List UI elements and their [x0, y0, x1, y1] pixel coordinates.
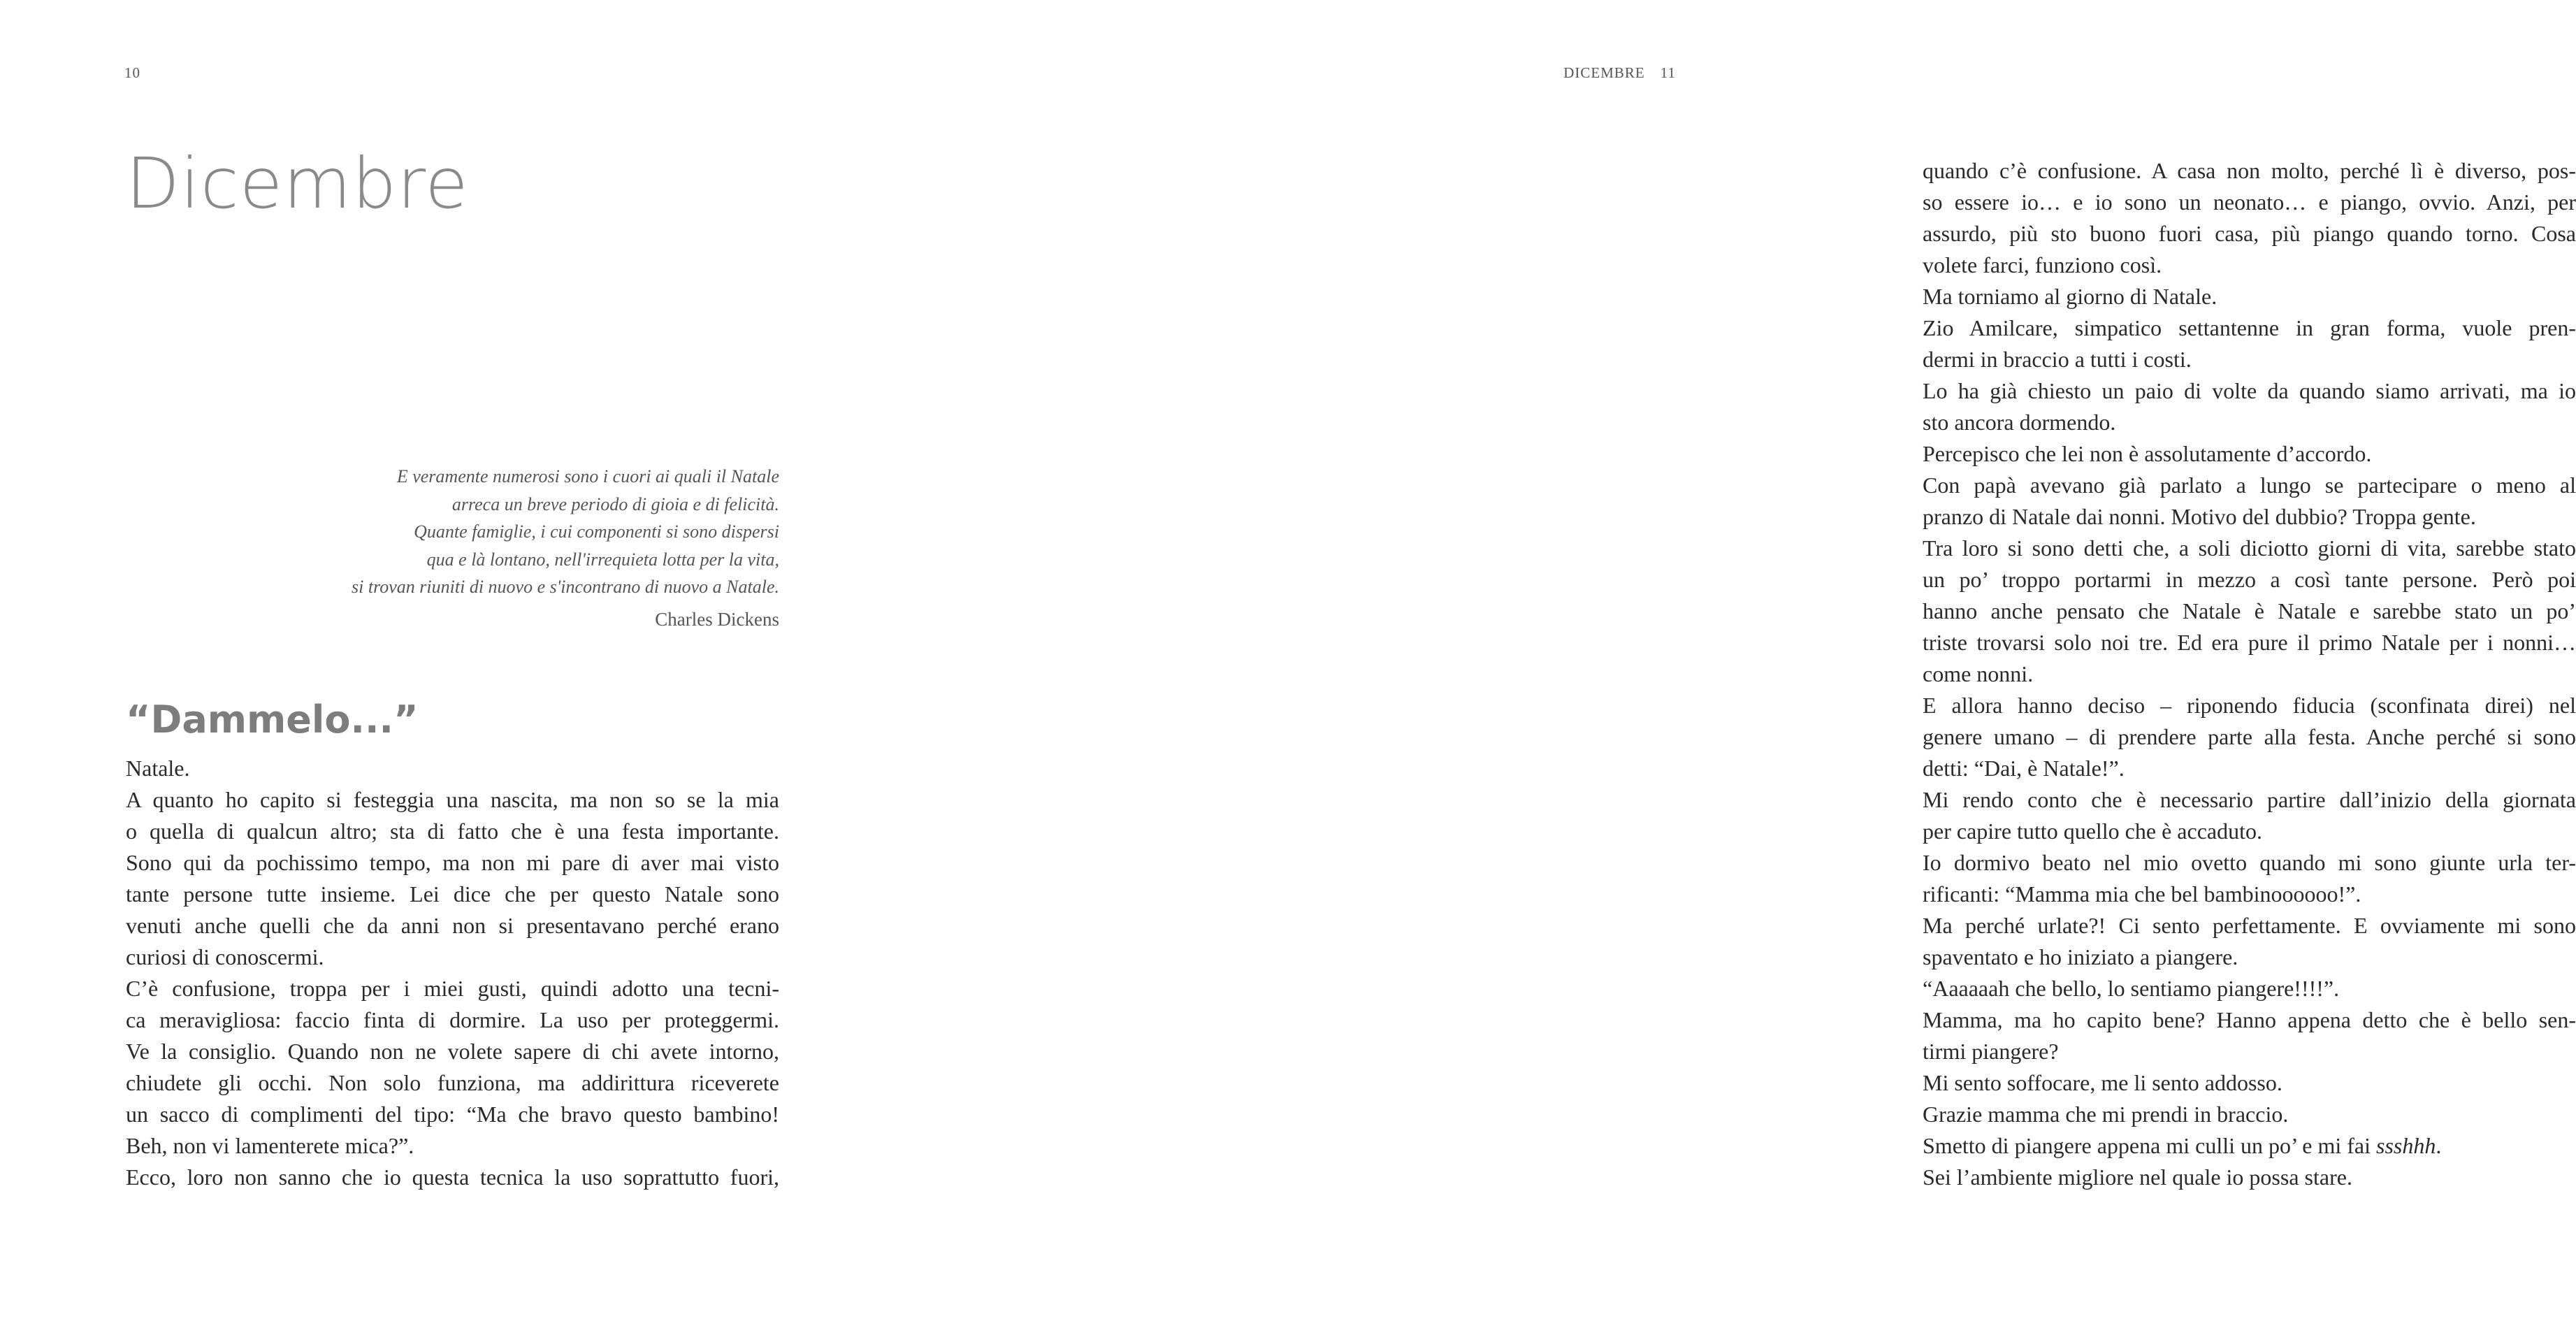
text-line: tante persone tutte insieme. Lei dice che per questo Natale sono	[126, 881, 779, 907]
section-title: “Dammelo...”	[126, 698, 419, 742]
page-number-left: 10	[124, 64, 140, 81]
text-line: dermi in braccio a tutti i costi.	[1923, 347, 2192, 372]
text-fragment: .	[2436, 1133, 2442, 1158]
text-line: so essere io… e io sono un neonato… e piango, ovvio. Anzi, per	[1923, 189, 2576, 215]
text-line: curiosi di conoscermi.	[126, 944, 324, 969]
text-line: tirmi piangere?	[1923, 1039, 2059, 1064]
left-page	[0, 0, 895, 1342]
text-line: sto ancora dormendo.	[1923, 410, 2116, 435]
text-line: assurdo, più sto buono fuori casa, più piango quando torno. Cosa	[1923, 221, 2576, 246]
chapter-title: Dicembre	[126, 143, 469, 224]
text-line: un po’ troppo portarmi in mezzo a così tante persone. Però poi	[1923, 567, 2576, 592]
right-page	[895, 0, 2576, 1342]
text-line: E allora hanno deciso – riponendo fiducia (sconfinata direi) nel	[1923, 693, 2576, 718]
text-line: venuti anche quelli che da anni non si presentavano perché erano	[126, 913, 779, 938]
epigraph-quote	[252, 463, 779, 601]
text-line: “Aaaaaah che bello, lo sentiamo piangere!!!!”.	[1923, 976, 2340, 1001]
text-line: Sono qui da pochissimo tempo, ma non mi pare di aver mai visto	[126, 850, 779, 875]
text-line: Ecco, loro non sanno che io questa tecnica la uso soprattutto fuori,	[126, 1164, 779, 1190]
body-text-right	[1923, 155, 2576, 1193]
text-line: come nonni.	[1923, 661, 2034, 686]
italic-word: ssshhh	[2376, 1133, 2436, 1158]
text-line: Ve la consiglio. Quando non ne volete sapere di chi avete intorno,	[126, 1039, 779, 1064]
text-line: per capire tutto quello che è accaduto.	[1923, 818, 2262, 844]
epigraph-line: E veramente numerosi sono i cuori ai quali il Natale	[396, 466, 779, 486]
text-line: un sacco di complimenti del tipo: “Ma che bravo questo bambino!	[126, 1102, 779, 1127]
text-line: pranzo di Natale dai nonni. Motivo del dubbio? Troppa gente.	[1923, 504, 2476, 529]
text-line: Natale.	[126, 756, 190, 781]
text-line: C’è confusione, troppa per i miei gusti, quindi adotto una tecni-	[126, 976, 779, 1001]
epigraph-line: qua e là lontano, nell'irrequieta lotta per la vita,	[426, 549, 779, 570]
text-line: spaventato e ho iniziato a piangere.	[1923, 944, 2238, 969]
epigraph	[252, 463, 779, 632]
text-line: genere umano – di prendere parte alla festa. Anche perché si sono	[1923, 724, 2576, 749]
text-line: Beh, non vi lamenterete mica?”.	[126, 1133, 414, 1158]
text-line: ca meravigliosa: faccio finta di dormire. La uso per proteggermi.	[126, 1007, 779, 1032]
text-line: o quella di qualcun altro; sta di fatto che è una festa importante.	[126, 818, 779, 844]
text-fragment: Smetto di piangere appena mi culli un po’ e mi fai	[1923, 1133, 2376, 1158]
text-line: Percepisco che lei non è assolutamente d’accordo.	[1923, 441, 2372, 466]
text-line: A quanto ho capito si festeggia una nascita, ma non so se la mia	[126, 787, 779, 812]
page-number-right: 11	[1660, 64, 1676, 81]
text-line: Zio Amilcare, simpatico settantenne in gran forma, vuole pren-	[1923, 315, 2576, 340]
text-line: Ma torniamo al giorno di Natale.	[1923, 284, 2217, 309]
text-line: detti: “Dai, è Natale!”.	[1923, 756, 2125, 781]
text-line: Mamma, ma ho capito bene? Hanno appena detto che è bello sen-	[1923, 1007, 2576, 1032]
running-header	[1563, 64, 1676, 82]
text-line: Lo ha già chiesto un paio di volte da quando siamo arrivati, ma io	[1923, 378, 2576, 403]
text-line: Mi sento soffocare, me li sento addosso.	[1923, 1070, 2282, 1095]
text-line: hanno anche pensato che Natale è Natale e sarebbe stato un po’	[1923, 598, 2576, 623]
text-line: chiudete gli occhi. Non solo funziona, ma addirittura riceverete	[126, 1070, 779, 1095]
text-line: Ma perché urlate?! Ci sento perfettamente. E ovviamente mi sono	[1923, 913, 2576, 938]
text-line: rificanti: “Mamma mia che bel bambinoooooo!”.	[1923, 881, 2361, 907]
text-line: quando c’è confusione. A casa non molto, perché lì è diverso, pos-	[1923, 158, 2576, 183]
epigraph-line: Quante famiglie, i cui componenti si sono dispersi	[414, 521, 779, 542]
body-text-left	[126, 753, 779, 1193]
text-line: volete farci, funziono così.	[1923, 252, 2162, 277]
text-line: Mi rendo conto che è necessario partire dall’inizio della giornata	[1923, 787, 2576, 812]
text-line: Tra loro si sono detti che, a soli diciotto giorni di vita, sarebbe stato	[1923, 535, 2576, 561]
running-head-title: DICEMBRE	[1563, 64, 1645, 81]
text-line: Io dormivo beato nel mio ovetto quando mi sono giunte urla ter-	[1923, 850, 2576, 875]
epigraph-author: Charles Dickens	[655, 608, 779, 630]
text-line: Con papà avevano già parlato a lungo se partecipare o meno al	[1923, 472, 2576, 498]
text-line-with-italic	[1923, 1130, 2576, 1162]
text-line: triste trovarsi solo noi tre. Ed era pure il primo Natale per i nonni…	[1923, 630, 2576, 655]
text-line: Sei l’ambiente migliore nel quale io possa stare.	[1923, 1164, 2352, 1190]
epigraph-line: si trovan riuniti di nuovo e s'incontrano di nuovo a Natale.	[352, 577, 779, 597]
epigraph-line: arreca un breve periodo di gioia e di felicità.	[451, 493, 779, 514]
text-line: Grazie mamma che mi prendi in braccio.	[1923, 1102, 2289, 1127]
